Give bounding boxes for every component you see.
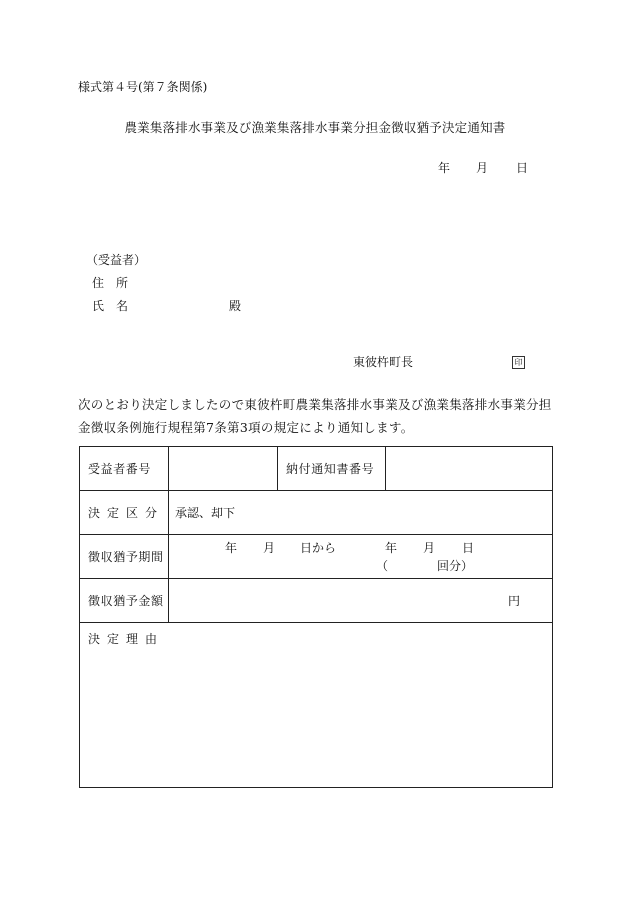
document-title: 農業集落排水事業及び漁業集落排水事業分担金徴収猶予決定通知書 xyxy=(124,120,506,135)
address-label: 住 所 xyxy=(92,276,129,290)
table-row xyxy=(80,447,553,491)
date-year: 年 xyxy=(438,161,451,175)
notice-number-label: 納付通知書番号 xyxy=(278,447,386,491)
name-label: 氏 名 xyxy=(92,299,129,313)
period-end-month: 月 xyxy=(423,541,436,555)
table-row xyxy=(80,491,553,535)
table-row xyxy=(80,535,553,579)
reason-field[interactable] xyxy=(80,623,553,788)
honorific: 殿 xyxy=(229,299,242,313)
beneficiary-number-field[interactable] xyxy=(169,447,278,491)
table-row xyxy=(80,623,553,788)
date-line xyxy=(438,162,528,174)
table-row xyxy=(80,579,553,623)
form-number: 様式第４号(第７条関係) xyxy=(78,80,208,94)
period-label: 徴収猶予期間 xyxy=(80,535,169,579)
body-text: 次のとおり決定しましたので東彼杵町農業集落排水事業及び漁業集落排水事業分担金徴収条例施行規程第7条第3項の規定により通知します。 xyxy=(78,397,552,435)
beneficiary-number-label: 受益者番号 xyxy=(80,447,169,491)
period-start-year: 年 xyxy=(225,541,238,555)
period-end-day: 日 xyxy=(462,541,475,555)
recipient-header: （受益者） xyxy=(86,253,147,267)
amount-field[interactable] xyxy=(169,579,553,623)
amount-unit: 円 xyxy=(507,594,520,608)
period-end-year: 年 xyxy=(385,541,398,555)
decision-table xyxy=(79,446,553,788)
seal-mark: 印 xyxy=(512,356,525,369)
date-day: 日 xyxy=(516,161,529,175)
issuer-name: 東彼杵町長 xyxy=(353,355,414,369)
period-start-day: 日から xyxy=(300,541,337,555)
installment-open: （ xyxy=(376,559,389,573)
decision-value[interactable]: 承認、却下 xyxy=(169,491,553,535)
period-start-month: 月 xyxy=(263,541,276,555)
amount-label: 徴収猶予金額 xyxy=(80,579,169,623)
decision-label: 決定区分 xyxy=(80,491,169,535)
date-month: 月 xyxy=(476,161,489,175)
period-field[interactable] xyxy=(169,535,553,579)
installment-count-label: 回分） xyxy=(437,559,474,573)
notice-number-field[interactable] xyxy=(386,447,553,491)
reason-label: 決定理由 xyxy=(88,632,165,646)
